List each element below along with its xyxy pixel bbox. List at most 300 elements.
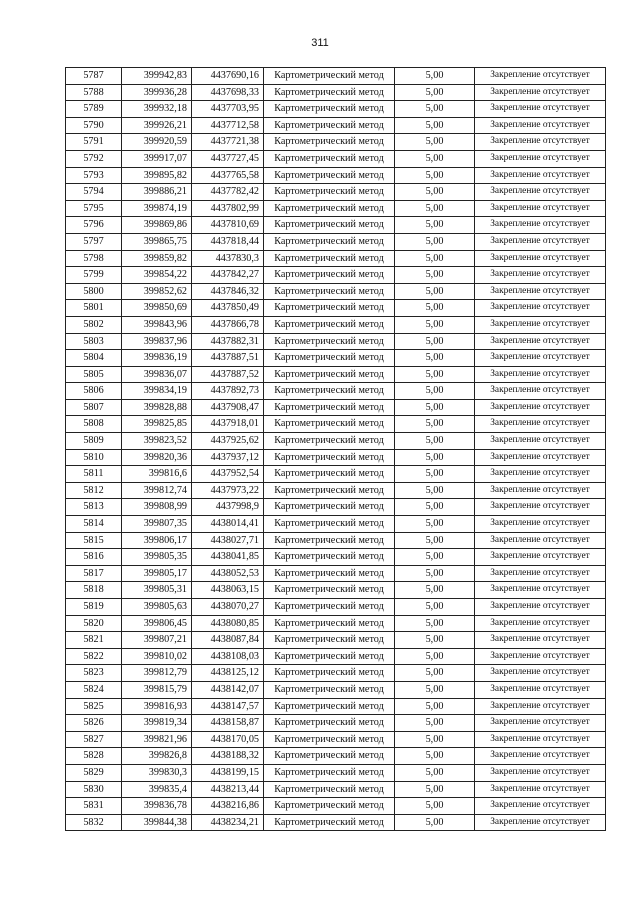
y-coordinate-cell: 4438142,07	[192, 681, 264, 698]
method-cell: Картометрический метод	[264, 233, 395, 250]
fixation-status-cell: Закрепление отсутствует	[475, 68, 606, 85]
accuracy-cell: 5,00	[395, 366, 475, 383]
accuracy-cell: 5,00	[395, 449, 475, 466]
y-coordinate-cell: 4438041,85	[192, 549, 264, 566]
accuracy-cell: 5,00	[395, 648, 475, 665]
x-coordinate-cell: 399843,96	[122, 316, 192, 333]
point-number-cell: 5810	[66, 449, 122, 466]
y-coordinate-cell: 4437698,33	[192, 84, 264, 101]
y-coordinate-cell: 4438014,41	[192, 516, 264, 533]
accuracy-cell: 5,00	[395, 117, 475, 134]
x-coordinate-cell: 399828,88	[122, 399, 192, 416]
method-cell: Картометрический метод	[264, 200, 395, 217]
accuracy-cell: 5,00	[395, 101, 475, 118]
fixation-status-cell: Закрепление отсутствует	[475, 715, 606, 732]
accuracy-cell: 5,00	[395, 549, 475, 566]
y-coordinate-cell: 4437690,16	[192, 68, 264, 85]
y-coordinate-cell: 4438147,57	[192, 698, 264, 715]
accuracy-cell: 5,00	[395, 516, 475, 533]
table-row	[66, 68, 606, 85]
x-coordinate-cell: 399816,6	[122, 466, 192, 483]
x-coordinate-cell: 399920,59	[122, 134, 192, 151]
x-coordinate-cell: 399810,02	[122, 648, 192, 665]
fixation-status-cell: Закрепление отсутствует	[475, 516, 606, 533]
point-number-cell: 5790	[66, 117, 122, 134]
accuracy-cell: 5,00	[395, 167, 475, 184]
x-coordinate-cell: 399805,17	[122, 565, 192, 582]
table-row	[66, 300, 606, 317]
method-cell: Картометрический метод	[264, 399, 395, 416]
method-cell: Картометрический метод	[264, 681, 395, 698]
method-cell: Картометрический метод	[264, 68, 395, 85]
table-row	[66, 648, 606, 665]
x-coordinate-cell: 399942,83	[122, 68, 192, 85]
x-coordinate-cell: 399834,19	[122, 383, 192, 400]
fixation-status-cell: Закрепление отсутствует	[475, 283, 606, 300]
fixation-status-cell: Закрепление отсутствует	[475, 764, 606, 781]
fixation-status-cell: Закрепление отсутствует	[475, 648, 606, 665]
table-row	[66, 698, 606, 715]
point-number-cell: 5811	[66, 466, 122, 483]
point-number-cell: 5829	[66, 764, 122, 781]
x-coordinate-cell: 399807,21	[122, 632, 192, 649]
point-number-cell: 5806	[66, 383, 122, 400]
fixation-status-cell: Закрепление отсутствует	[475, 615, 606, 632]
accuracy-cell: 5,00	[395, 433, 475, 450]
fixation-status-cell: Закрепление отсутствует	[475, 781, 606, 798]
fixation-status-cell: Закрепление отсутствует	[475, 748, 606, 765]
x-coordinate-cell: 399837,96	[122, 333, 192, 350]
point-number-cell: 5818	[66, 582, 122, 599]
point-number-cell: 5814	[66, 516, 122, 533]
fixation-status-cell: Закрепление отсутствует	[475, 698, 606, 715]
fixation-status-cell: Закрепление отсутствует	[475, 599, 606, 616]
method-cell: Картометрический метод	[264, 632, 395, 649]
fixation-status-cell: Закрепление отсутствует	[475, 117, 606, 134]
table-row	[66, 416, 606, 433]
accuracy-cell: 5,00	[395, 781, 475, 798]
y-coordinate-cell: 4437973,22	[192, 482, 264, 499]
y-coordinate-cell: 4438052,53	[192, 565, 264, 582]
table-row	[66, 250, 606, 267]
table-row	[66, 615, 606, 632]
accuracy-cell: 5,00	[395, 582, 475, 599]
point-number-cell: 5788	[66, 84, 122, 101]
accuracy-cell: 5,00	[395, 333, 475, 350]
table-row	[66, 665, 606, 682]
fixation-status-cell: Закрепление отсутствует	[475, 499, 606, 516]
method-cell: Картометрический метод	[264, 764, 395, 781]
accuracy-cell: 5,00	[395, 599, 475, 616]
y-coordinate-cell: 4437802,99	[192, 200, 264, 217]
x-coordinate-cell: 399820,36	[122, 449, 192, 466]
point-number-cell: 5813	[66, 499, 122, 516]
accuracy-cell: 5,00	[395, 466, 475, 483]
accuracy-cell: 5,00	[395, 748, 475, 765]
accuracy-cell: 5,00	[395, 715, 475, 732]
x-coordinate-cell: 399816,93	[122, 698, 192, 715]
x-coordinate-cell: 399932,18	[122, 101, 192, 118]
table-row	[66, 549, 606, 566]
y-coordinate-cell: 4437998,9	[192, 499, 264, 516]
table-row	[66, 632, 606, 649]
x-coordinate-cell: 399812,79	[122, 665, 192, 682]
y-coordinate-cell: 4437765,58	[192, 167, 264, 184]
fixation-status-cell: Закрепление отсутствует	[475, 167, 606, 184]
x-coordinate-cell: 399805,35	[122, 549, 192, 566]
fixation-status-cell: Закрепление отсутствует	[475, 101, 606, 118]
y-coordinate-cell: 4437887,51	[192, 350, 264, 367]
point-number-cell: 5816	[66, 549, 122, 566]
accuracy-cell: 5,00	[395, 217, 475, 234]
y-coordinate-cell: 4438027,71	[192, 532, 264, 549]
accuracy-cell: 5,00	[395, 383, 475, 400]
fixation-status-cell: Закрепление отсутствует	[475, 316, 606, 333]
fixation-status-cell: Закрепление отсутствует	[475, 582, 606, 599]
table-row	[66, 781, 606, 798]
point-number-cell: 5820	[66, 615, 122, 632]
point-number-cell: 5815	[66, 532, 122, 549]
x-coordinate-cell: 399805,31	[122, 582, 192, 599]
x-coordinate-cell: 399806,45	[122, 615, 192, 632]
point-number-cell: 5823	[66, 665, 122, 682]
point-number-cell: 5794	[66, 184, 122, 201]
fixation-status-cell: Закрепление отсутствует	[475, 134, 606, 151]
fixation-status-cell: Закрепление отсутствует	[475, 200, 606, 217]
point-number-cell: 5831	[66, 798, 122, 815]
method-cell: Картометрический метод	[264, 516, 395, 533]
y-coordinate-cell: 4437937,12	[192, 449, 264, 466]
y-coordinate-cell: 4438213,44	[192, 781, 264, 798]
method-cell: Картометрический метод	[264, 599, 395, 616]
y-coordinate-cell: 4437846,32	[192, 283, 264, 300]
table-row	[66, 184, 606, 201]
method-cell: Картометрический метод	[264, 350, 395, 367]
table-row	[66, 731, 606, 748]
point-number-cell: 5807	[66, 399, 122, 416]
method-cell: Картометрический метод	[264, 565, 395, 582]
fixation-status-cell: Закрепление отсутствует	[475, 250, 606, 267]
accuracy-cell: 5,00	[395, 200, 475, 217]
fixation-status-cell: Закрепление отсутствует	[475, 184, 606, 201]
table-row	[66, 366, 606, 383]
accuracy-cell: 5,00	[395, 233, 475, 250]
point-number-cell: 5798	[66, 250, 122, 267]
fixation-status-cell: Закрепление отсутствует	[475, 731, 606, 748]
table-row	[66, 466, 606, 483]
table-row	[66, 333, 606, 350]
y-coordinate-cell: 4438170,05	[192, 731, 264, 748]
x-coordinate-cell: 399854,22	[122, 267, 192, 284]
point-number-cell: 5799	[66, 267, 122, 284]
accuracy-cell: 5,00	[395, 84, 475, 101]
fixation-status-cell: Закрепление отсутствует	[475, 383, 606, 400]
point-number-cell: 5803	[66, 333, 122, 350]
point-number-cell: 5822	[66, 648, 122, 665]
method-cell: Картометрический метод	[264, 84, 395, 101]
x-coordinate-cell: 399806,17	[122, 532, 192, 549]
point-number-cell: 5802	[66, 316, 122, 333]
table-row	[66, 681, 606, 698]
table-row	[66, 101, 606, 118]
point-number-cell: 5812	[66, 482, 122, 499]
accuracy-cell: 5,00	[395, 267, 475, 284]
fixation-status-cell: Закрепление отсутствует	[475, 300, 606, 317]
point-number-cell: 5797	[66, 233, 122, 250]
fixation-status-cell: Закрепление отсутствует	[475, 681, 606, 698]
table-row	[66, 233, 606, 250]
fixation-status-cell: Закрепление отсутствует	[475, 366, 606, 383]
fixation-status-cell: Закрепление отсутствует	[475, 217, 606, 234]
fixation-status-cell: Закрепление отсутствует	[475, 632, 606, 649]
method-cell: Картометрический метод	[264, 117, 395, 134]
accuracy-cell: 5,00	[395, 731, 475, 748]
fixation-status-cell: Закрепление отсутствует	[475, 532, 606, 549]
x-coordinate-cell: 399865,75	[122, 233, 192, 250]
point-number-cell: 5792	[66, 150, 122, 167]
table-row	[66, 267, 606, 284]
method-cell: Картометрический метод	[264, 333, 395, 350]
y-coordinate-cell: 4437892,73	[192, 383, 264, 400]
coordinates-table-body	[66, 68, 606, 831]
table-row	[66, 134, 606, 151]
method-cell: Картометрический метод	[264, 433, 395, 450]
fixation-status-cell: Закрепление отсутствует	[475, 814, 606, 831]
method-cell: Картометрический метод	[264, 217, 395, 234]
y-coordinate-cell: 4437908,47	[192, 399, 264, 416]
accuracy-cell: 5,00	[395, 250, 475, 267]
table-row	[66, 316, 606, 333]
fixation-status-cell: Закрепление отсутствует	[475, 333, 606, 350]
x-coordinate-cell: 399835,4	[122, 781, 192, 798]
fixation-status-cell: Закрепление отсутствует	[475, 84, 606, 101]
table-row	[66, 582, 606, 599]
point-number-cell: 5809	[66, 433, 122, 450]
fixation-status-cell: Закрепление отсутствует	[475, 665, 606, 682]
method-cell: Картометрический метод	[264, 383, 395, 400]
x-coordinate-cell: 399805,63	[122, 599, 192, 616]
accuracy-cell: 5,00	[395, 350, 475, 367]
x-coordinate-cell: 399869,86	[122, 217, 192, 234]
table-row	[66, 200, 606, 217]
y-coordinate-cell: 4437712,58	[192, 117, 264, 134]
coordinates-table	[65, 67, 606, 831]
x-coordinate-cell: 399859,82	[122, 250, 192, 267]
x-coordinate-cell: 399836,78	[122, 798, 192, 815]
table-row	[66, 399, 606, 416]
method-cell: Картометрический метод	[264, 532, 395, 549]
point-number-cell: 5804	[66, 350, 122, 367]
accuracy-cell: 5,00	[395, 814, 475, 831]
method-cell: Картометрический метод	[264, 648, 395, 665]
point-number-cell: 5801	[66, 300, 122, 317]
method-cell: Картометрический метод	[264, 731, 395, 748]
method-cell: Картометрический метод	[264, 134, 395, 151]
x-coordinate-cell: 399836,07	[122, 366, 192, 383]
point-number-cell: 5800	[66, 283, 122, 300]
table-row	[66, 814, 606, 831]
y-coordinate-cell: 4438087,84	[192, 632, 264, 649]
table-row	[66, 217, 606, 234]
accuracy-cell: 5,00	[395, 798, 475, 815]
table-row	[66, 499, 606, 516]
table-row	[66, 532, 606, 549]
table-row	[66, 383, 606, 400]
accuracy-cell: 5,00	[395, 399, 475, 416]
point-number-cell: 5796	[66, 217, 122, 234]
x-coordinate-cell: 399895,82	[122, 167, 192, 184]
accuracy-cell: 5,00	[395, 482, 475, 499]
table-row	[66, 449, 606, 466]
point-number-cell: 5787	[66, 68, 122, 85]
x-coordinate-cell: 399886,21	[122, 184, 192, 201]
y-coordinate-cell: 4437830,3	[192, 250, 264, 267]
method-cell: Картометрический метод	[264, 101, 395, 118]
x-coordinate-cell: 399844,38	[122, 814, 192, 831]
x-coordinate-cell: 399823,52	[122, 433, 192, 450]
method-cell: Картометрический метод	[264, 300, 395, 317]
accuracy-cell: 5,00	[395, 615, 475, 632]
method-cell: Картометрический метод	[264, 499, 395, 516]
point-number-cell: 5827	[66, 731, 122, 748]
method-cell: Картометрический метод	[264, 798, 395, 815]
method-cell: Картометрический метод	[264, 582, 395, 599]
y-coordinate-cell: 4438188,32	[192, 748, 264, 765]
table-row	[66, 167, 606, 184]
point-number-cell: 5826	[66, 715, 122, 732]
point-number-cell: 5791	[66, 134, 122, 151]
y-coordinate-cell: 4437721,38	[192, 134, 264, 151]
y-coordinate-cell: 4438108,03	[192, 648, 264, 665]
x-coordinate-cell: 399807,35	[122, 516, 192, 533]
point-number-cell: 5832	[66, 814, 122, 831]
point-number-cell: 5821	[66, 632, 122, 649]
method-cell: Картометрический метод	[264, 814, 395, 831]
accuracy-cell: 5,00	[395, 316, 475, 333]
y-coordinate-cell: 4437925,62	[192, 433, 264, 450]
method-cell: Картометрический метод	[264, 549, 395, 566]
accuracy-cell: 5,00	[395, 632, 475, 649]
point-number-cell: 5819	[66, 599, 122, 616]
y-coordinate-cell: 4438125,12	[192, 665, 264, 682]
method-cell: Картометрический метод	[264, 316, 395, 333]
table-row	[66, 764, 606, 781]
fixation-status-cell: Закрепление отсутствует	[475, 482, 606, 499]
method-cell: Картометрический метод	[264, 781, 395, 798]
fixation-status-cell: Закрепление отсутствует	[475, 433, 606, 450]
point-number-cell: 5795	[66, 200, 122, 217]
accuracy-cell: 5,00	[395, 300, 475, 317]
point-number-cell: 5830	[66, 781, 122, 798]
x-coordinate-cell: 399917,07	[122, 150, 192, 167]
table-row	[66, 84, 606, 101]
table-row	[66, 150, 606, 167]
x-coordinate-cell: 399830,3	[122, 764, 192, 781]
point-number-cell: 5805	[66, 366, 122, 383]
fixation-status-cell: Закрепление отсутствует	[475, 233, 606, 250]
table-row	[66, 565, 606, 582]
fixation-status-cell: Закрепление отсутствует	[475, 267, 606, 284]
y-coordinate-cell: 4437782,42	[192, 184, 264, 201]
fixation-status-cell: Закрепление отсутствует	[475, 350, 606, 367]
x-coordinate-cell: 399821,96	[122, 731, 192, 748]
table-row	[66, 516, 606, 533]
accuracy-cell: 5,00	[395, 665, 475, 682]
accuracy-cell: 5,00	[395, 150, 475, 167]
fixation-status-cell: Закрепление отсутствует	[475, 399, 606, 416]
method-cell: Картометрический метод	[264, 698, 395, 715]
y-coordinate-cell: 4438080,85	[192, 615, 264, 632]
y-coordinate-cell: 4438158,87	[192, 715, 264, 732]
fixation-status-cell: Закрепление отсутствует	[475, 449, 606, 466]
method-cell: Картометрический метод	[264, 267, 395, 284]
method-cell: Картометрический метод	[264, 250, 395, 267]
y-coordinate-cell: 4437810,69	[192, 217, 264, 234]
fixation-status-cell: Закрепление отсутствует	[475, 549, 606, 566]
x-coordinate-cell: 399926,21	[122, 117, 192, 134]
y-coordinate-cell: 4438070,27	[192, 599, 264, 616]
method-cell: Картометрический метод	[264, 184, 395, 201]
y-coordinate-cell: 4437882,31	[192, 333, 264, 350]
method-cell: Картометрический метод	[264, 449, 395, 466]
y-coordinate-cell: 4437866,78	[192, 316, 264, 333]
y-coordinate-cell: 4437918,01	[192, 416, 264, 433]
table-row	[66, 283, 606, 300]
table-row	[66, 599, 606, 616]
y-coordinate-cell: 4438199,15	[192, 764, 264, 781]
method-cell: Картометрический метод	[264, 416, 395, 433]
y-coordinate-cell: 4438216,86	[192, 798, 264, 815]
x-coordinate-cell: 399874,19	[122, 200, 192, 217]
y-coordinate-cell: 4438063,15	[192, 582, 264, 599]
y-coordinate-cell: 4437850,49	[192, 300, 264, 317]
accuracy-cell: 5,00	[395, 499, 475, 516]
method-cell: Картометрический метод	[264, 482, 395, 499]
y-coordinate-cell: 4437842,27	[192, 267, 264, 284]
accuracy-cell: 5,00	[395, 416, 475, 433]
accuracy-cell: 5,00	[395, 283, 475, 300]
fixation-status-cell: Закрепление отсутствует	[475, 565, 606, 582]
table-row	[66, 798, 606, 815]
method-cell: Картометрический метод	[264, 466, 395, 483]
y-coordinate-cell: 4437887,52	[192, 366, 264, 383]
x-coordinate-cell: 399852,62	[122, 283, 192, 300]
table-row	[66, 117, 606, 134]
method-cell: Картометрический метод	[264, 366, 395, 383]
table-row	[66, 748, 606, 765]
table-row	[66, 433, 606, 450]
fixation-status-cell: Закрепление отсутствует	[475, 798, 606, 815]
y-coordinate-cell: 4437818,44	[192, 233, 264, 250]
x-coordinate-cell: 399850,69	[122, 300, 192, 317]
point-number-cell: 5824	[66, 681, 122, 698]
x-coordinate-cell: 399812,74	[122, 482, 192, 499]
table-row	[66, 482, 606, 499]
point-number-cell: 5828	[66, 748, 122, 765]
y-coordinate-cell: 4438234,21	[192, 814, 264, 831]
x-coordinate-cell: 399808,99	[122, 499, 192, 516]
accuracy-cell: 5,00	[395, 68, 475, 85]
accuracy-cell: 5,00	[395, 681, 475, 698]
point-number-cell: 5793	[66, 167, 122, 184]
accuracy-cell: 5,00	[395, 764, 475, 781]
method-cell: Картометрический метод	[264, 715, 395, 732]
method-cell: Картометрический метод	[264, 665, 395, 682]
fixation-status-cell: Закрепление отсутствует	[475, 150, 606, 167]
x-coordinate-cell: 399836,19	[122, 350, 192, 367]
page-number: 311	[311, 37, 329, 49]
x-coordinate-cell: 399936,28	[122, 84, 192, 101]
